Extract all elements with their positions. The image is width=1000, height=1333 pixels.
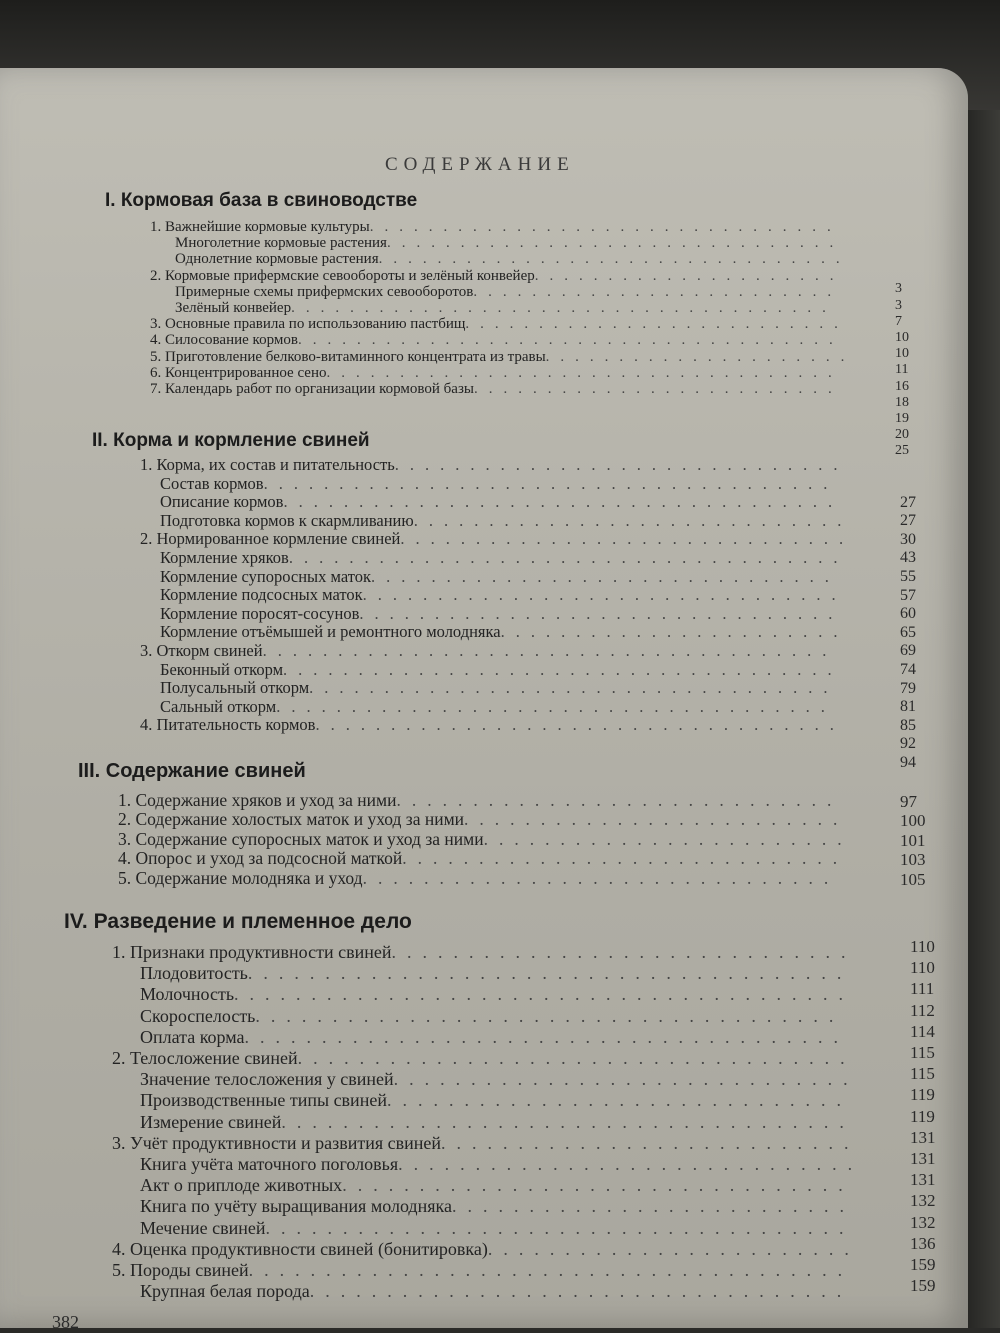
section-heading: III. Содержание свиней [78, 760, 306, 782]
toc-page-number: 119 [910, 1085, 935, 1105]
toc-leader-dots: ................................... [315, 715, 845, 735]
toc-entry [118, 850, 848, 868]
toc-entry [160, 624, 849, 641]
toc-page-number: 105 [900, 869, 926, 889]
toc-page-number: 27 [900, 493, 916, 511]
toc-entry-label: Акт о приплоде животных [140, 1175, 343, 1196]
toc-leader-dots: ....................................... [248, 1260, 854, 1280]
toc-leader-dots: .............................. [398, 1154, 864, 1174]
toc-leader-dots: ................................ [369, 219, 842, 235]
toc-page-number: 112 [910, 1000, 935, 1020]
toc-page-number: 131 [910, 1170, 936, 1190]
toc-entry-label: 1. Признаки продуктивности свиней [112, 942, 392, 962]
toc-entry-label: Многолетние кормовые растения [175, 235, 387, 252]
toc-leader-dots: ................................... [309, 678, 839, 698]
toc-entry [118, 792, 842, 810]
toc-entry-label: Скороспелость [140, 1005, 256, 1026]
toc-page-number: 159 [910, 1255, 936, 1274]
toc-entry-label: Сальный откорм [160, 696, 277, 716]
toc-entry-label: Крупная белая порода [140, 1281, 310, 1302]
toc-entry-label: 3. Содержание супоросных маток и уход за ними [118, 828, 484, 849]
toc-entry [112, 943, 856, 961]
toc-entry-label: Кормление супоросных маток [160, 566, 371, 586]
toc-entry-label: Описание кормов [160, 492, 284, 512]
toc-leader-dots: ..................................... [283, 492, 844, 512]
toc-leader-dots: ....................... [500, 622, 849, 642]
toc-page-number: 114 [910, 1021, 935, 1041]
toc-leader-dots: ............................... [371, 566, 840, 586]
toc-entry [112, 1240, 860, 1258]
toc-entry [140, 1091, 852, 1109]
toc-leader-dots: ....................................... [247, 963, 853, 984]
toc-leader-dots: ..................................... [281, 1111, 855, 1132]
toc-entry-label: 4. Опорос и уход за подсосной маткой [118, 848, 403, 869]
toc-leader-dots: ....................................... [244, 1026, 850, 1047]
toc-leader-dots: ...................................... [255, 1005, 845, 1026]
toc-entry [112, 1049, 856, 1067]
toc-entry-label: 6. Концентрированное сено [150, 364, 327, 381]
toc-leader-dots: ................................. [342, 1175, 854, 1196]
toc-page-number: 19 [895, 411, 909, 426]
toc-entry-label: Кормление хряков [160, 548, 289, 567]
toc-page-number: 132 [910, 1212, 936, 1232]
toc-entry [175, 301, 837, 316]
toc-page-number: 55 [900, 568, 916, 585]
toc-page-number: 85 [900, 716, 916, 734]
toc-entry-label: 3. Учёт продуктивности и развития свиней [112, 1132, 442, 1153]
toc-page-number: 111 [910, 979, 935, 999]
toc-leader-dots: ................................ [362, 585, 847, 605]
page-title: СОДЕРЖАНИЕ [385, 154, 575, 175]
toc-page-number: 27 [900, 512, 916, 530]
toc-entry-label: Кормление отъёмышей и ремонтного молодняка [160, 622, 501, 642]
toc-page-number: 65 [900, 623, 916, 641]
toc-entry-label: Примерные схемы прифермских севооборотов [175, 283, 474, 300]
toc-entry-label: Однолетние кормовые растения [175, 251, 379, 268]
toc-entry-label: 4. Силосование кормов [150, 332, 298, 349]
toc-leader-dots: ............................... [386, 235, 845, 252]
section-heading: IV. Разведение и племенное дело [64, 910, 412, 933]
toc-leader-dots: ..................................... [291, 300, 837, 316]
toc-leader-dots: ..................................... [283, 659, 843, 679]
toc-entry-label: 1. Важнейшие кормовые культуры [150, 219, 370, 235]
toc-page-number: 119 [910, 1106, 935, 1126]
toc-page-number: 20 [895, 427, 909, 443]
toc-entry [160, 603, 844, 623]
toc-entry-label: 4. Оценка продуктивности свиней (бонитировка) [112, 1238, 488, 1259]
toc-entry [112, 1134, 860, 1152]
toc-entry-label: Состав кормов [160, 473, 264, 493]
toc-entry [150, 382, 843, 397]
toc-leader-dots: ................................... [309, 1281, 853, 1302]
toc-leader-dots: .......................... [451, 1196, 855, 1217]
toc-page-number: 18 [895, 394, 909, 410]
toc-page-number: 132 [910, 1191, 936, 1211]
toc-page-number: 10 [895, 346, 909, 362]
toc-entry [140, 1219, 854, 1237]
toc-leader-dots: ............................. [396, 790, 843, 810]
toc-entry [140, 1113, 855, 1131]
toc-page-number: 11 [895, 362, 909, 378]
toc-entry [150, 366, 843, 381]
toc-leader-dots: ................................ [378, 251, 851, 268]
toc-page-number: 10 [895, 330, 909, 345]
toc-entry [140, 1070, 859, 1088]
toc-page-number: 136 [910, 1233, 936, 1253]
toc-entry [140, 1155, 863, 1173]
toc-page-number: 43 [900, 549, 916, 567]
toc-leader-dots: ..................................... [276, 696, 836, 716]
toc-entry-label: 5. Породы свиней [112, 1260, 249, 1280]
toc-leader-dots: ......................... [464, 809, 849, 830]
page-number: 382 [52, 1312, 79, 1332]
toc-entry [150, 350, 855, 365]
toc-entry-label: Измерение свиней [140, 1111, 282, 1132]
toc-entry-label: Подготовка кормов к скармливанию [160, 510, 414, 530]
toc-leader-dots: .................................... [297, 1048, 856, 1068]
toc-entry [140, 964, 852, 982]
toc-page-number: 100 [900, 811, 926, 831]
toc-entry-label: Беконный откорм [160, 659, 284, 679]
toc-entry-label: 2. Содержание холостых маток и уход за ними [118, 809, 465, 830]
toc-entry-label: 4. Питательность кормов [140, 715, 316, 735]
toc-entry [140, 1282, 852, 1300]
toc-page-number: 159 [910, 1276, 936, 1296]
toc-leader-dots: .............................. [391, 942, 857, 962]
toc-entry [160, 696, 836, 716]
toc-entry [160, 566, 840, 586]
toc-leader-dots: ..................................... [288, 548, 849, 567]
toc-leader-dots: ..................... [545, 348, 856, 365]
toc-leader-dots: ............................. [413, 510, 853, 530]
toc-entry-label: 7. Календарь работ по организации кормовой базы [150, 381, 474, 397]
toc-page-number: 79 [900, 679, 916, 697]
toc-page-number: 60 [900, 605, 916, 623]
toc-entry-label: 2. Телосложение свиней [112, 1048, 298, 1068]
toc-entry [160, 680, 839, 697]
section-heading: II. Корма и кормление свиней [92, 430, 370, 451]
toc-entry-label: 5. Приготовление белково-витаминного концентрата из травы [150, 348, 546, 365]
toc-leader-dots: ............................... [362, 867, 840, 888]
toc-entry [140, 1007, 844, 1025]
toc-page-number: 131 [910, 1127, 936, 1147]
toc-entry [140, 643, 837, 660]
toc-entry [140, 1197, 855, 1215]
toc-leader-dots: ........................................ [234, 984, 855, 1005]
toc-entry-label: 2. Нормированное кормление свиней [140, 529, 401, 549]
toc-entry [160, 473, 839, 493]
toc-entry-label: 5. Содержание молодняка и уход [118, 867, 363, 888]
toc-entry [160, 510, 853, 530]
toc-entry-label: Полусальный откорм [160, 678, 310, 698]
toc-page-number: 16 [895, 378, 909, 394]
toc-leader-dots: ...................................... [265, 1217, 855, 1238]
toc-entry-label: Значение телосложения у свиней [140, 1069, 394, 1090]
toc-leader-dots: ...................................... [263, 473, 839, 493]
toc-entry-label: Зелёный конвейер [175, 300, 292, 316]
toc-entry [140, 531, 854, 548]
toc-entry [118, 811, 848, 829]
toc-page-number: 69 [900, 642, 916, 660]
toc-leader-dots: ................................... [326, 364, 843, 381]
toc-entry-label: Плодовитость [140, 963, 248, 984]
toc-entry [112, 1261, 853, 1279]
toc-page-number: 3 [895, 281, 902, 297]
toc-leader-dots: ......................... [473, 381, 843, 397]
toc-leader-dots: ........................ [487, 1238, 860, 1259]
toc-entry [140, 1028, 849, 1046]
toc-leader-dots: .............................. [394, 455, 849, 474]
toc-leader-dots: ...................................... [262, 641, 838, 660]
toc-entry [118, 828, 853, 849]
toc-page-number: 131 [910, 1149, 936, 1168]
toc-leader-dots: .............................. [386, 1090, 852, 1111]
toc-entry-label: Кормление подсосных маток [160, 585, 363, 605]
toc-page-number: 57 [900, 586, 916, 604]
toc-entry [175, 252, 851, 267]
toc-entry-label: Оплата корма [140, 1026, 245, 1047]
toc-entry [150, 220, 842, 235]
toc-entry [118, 867, 840, 888]
toc-entry-label: 3. Откорм свиней [140, 641, 263, 660]
toc-page-number: 97 [900, 792, 917, 811]
toc-entry-label: Книга учёта маточного поголовья [140, 1154, 399, 1174]
toc-entry [150, 269, 845, 284]
toc-page-number: 110 [910, 937, 935, 956]
toc-leader-dots: ........................... [441, 1132, 860, 1153]
toc-page-number: 115 [910, 1064, 935, 1084]
toc-leader-dots: ..................................... [297, 332, 844, 349]
toc-leader-dots: ........................ [483, 828, 853, 849]
toc-entry [140, 457, 849, 474]
toc-page-number: 115 [910, 1043, 935, 1062]
toc-page-number: 103 [900, 850, 926, 870]
toc-page-number: 110 [910, 958, 935, 978]
toc-page-number: 81 [900, 698, 916, 716]
toc-entry-label: Мечение свиней [140, 1217, 266, 1238]
toc-leader-dots: ............................. [402, 848, 849, 869]
toc-entry-label: 1. Корма, их состав и питательность [140, 455, 395, 474]
toc-entry-label: 1. Содержание хряков и уход за ними [118, 790, 397, 810]
toc-entry [140, 717, 845, 734]
toc-entry [160, 550, 848, 567]
toc-entry [140, 985, 854, 1003]
toc-leader-dots: .............................. [400, 529, 855, 549]
toc-entry [160, 659, 843, 679]
toc-entry [160, 494, 843, 511]
toc-page-number: 94 [900, 754, 916, 771]
toc-entry [150, 333, 844, 348]
toc-page-number: 101 [900, 830, 926, 850]
toc-page-number: 30 [900, 530, 916, 548]
toc-page-number: 74 [900, 661, 916, 678]
toc-entry-label: Молочность [140, 984, 235, 1005]
book-page [0, 68, 968, 1332]
toc-page-number: 25 [895, 443, 909, 459]
toc-leader-dots: ......................... [473, 283, 843, 300]
toc-leader-dots: ................................ [359, 603, 844, 623]
section-heading: I. Кормовая база в свиноводстве [105, 190, 418, 211]
toc-entry [175, 236, 844, 251]
toc-entry [160, 587, 847, 604]
toc-entry [175, 285, 842, 300]
toc-entry-label: Книга по учёту выращивания молодняка [140, 1196, 452, 1217]
toc-page-number: 7 [895, 313, 902, 329]
toc-entry-label: Кормление поросят-сосунов [160, 603, 360, 623]
toc-entry-label: 2. Кормовые прифермские севообороты и зелёный конвейер [150, 267, 535, 284]
toc-entry [140, 1176, 854, 1194]
toc-entry-label: 3. Основные правила по использованию пастбищ [150, 316, 466, 333]
toc-leader-dots: .............................. [393, 1069, 859, 1090]
toc-leader-dots: .......................... [465, 316, 849, 333]
toc-entry-label: Производственные типы свиней [140, 1090, 387, 1111]
toc-page-number: 92 [900, 735, 916, 753]
toc-page-number: 3 [895, 297, 902, 313]
toc-leader-dots: ..................... [534, 267, 845, 284]
toc-entry [150, 317, 849, 332]
